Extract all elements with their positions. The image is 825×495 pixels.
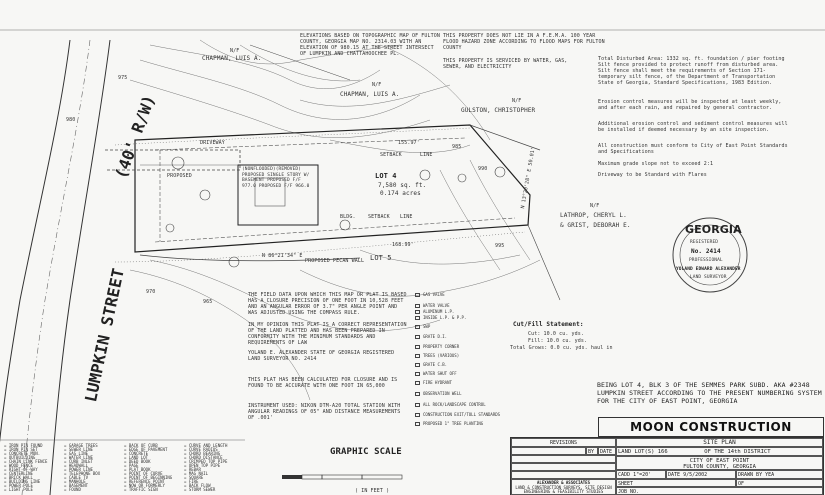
of-cell (736, 479, 823, 487)
abbrev-item: = CHAIN LINK FENCE (4, 459, 48, 464)
sheet-label: SHEET (618, 481, 634, 487)
contour-label-970: 970 (146, 289, 156, 295)
abbrev-item: = DEED BOOK (124, 459, 151, 464)
proposed-house-label: (NONFLOODED)(REMOVED) PROPOSED SINGLE STORY W/ BASEMENT PROPOSED F/F 977.0 PROPOSED F/F 966.0 (242, 167, 310, 189)
legend-item: SWP (415, 324, 430, 329)
right-line-bearing: N 13°20'28" E 50.01' (520, 146, 537, 210)
date-value: 9/5/2002 (683, 472, 708, 478)
legend-item: WATER VALVE (415, 303, 450, 308)
of-label: OF (738, 481, 745, 487)
owner-gulston: GULSTON, CHRISTOPHER (461, 107, 536, 114)
legend-item: CONSTRUCTION EXIT/TOLL STANDARDS (415, 412, 500, 417)
abbrev-item: = BUILDING LINE (4, 479, 41, 484)
abbrev-item: = TELEPHONE BOX (64, 471, 101, 476)
owner-nf-label-lathrop: N/F (590, 203, 600, 209)
firm-name: ALEXANDER & ASSOCIATES (537, 480, 590, 485)
site-plan-label: SITE PLAN (703, 439, 736, 446)
legend-item: PROPOSED 1" TREE PLANTING (415, 421, 483, 426)
abbrev-item: = CURVE AND LENGTH (184, 443, 228, 448)
abbrev-item: = EDGE OF PAVEMENT (124, 447, 168, 452)
abbrev-item: = CONCRETE MON. (4, 451, 41, 456)
trees (166, 157, 505, 267)
abbrev-item: = BRICK WALL (4, 475, 33, 480)
drawn-label: DRAWN BY (738, 472, 763, 478)
abbrev-item: = PAGE (124, 463, 139, 468)
seal-professional: PROFESSIONAL (689, 258, 723, 263)
contour-label-990: 990 (478, 166, 488, 172)
legend-item: PROPERTY CORNER (415, 344, 459, 349)
owner-grist: & GRIST, DEBORAH E. (560, 222, 631, 229)
contour-label-995: 995 (495, 243, 505, 249)
cutfill-title: Cut/Fill Statement: (513, 321, 584, 328)
legend-item: WATER SHUT OFF (415, 371, 457, 376)
city-label: CITY OF EAST POINT (689, 458, 750, 464)
seal-registered: REGISTERED (690, 240, 719, 245)
abbrev-item: = IRON PIN FOUND (4, 443, 43, 448)
abbrev-item: = HEADWALL (64, 463, 89, 468)
setback-label-top: SETBACK (380, 152, 402, 158)
abbrev-item: = POWER POLE (4, 483, 33, 488)
abbrev-item: = LAND LOT (124, 455, 149, 460)
cutfill-fill: Fill: 10.0 cu. yds. (528, 338, 588, 344)
owner-chapman-mid: CHAPMAN, LUIS A. (340, 91, 400, 98)
bldg-label-bottom: BLDG. (340, 214, 356, 220)
legend-item: FIRE HYDRANT (415, 380, 452, 385)
revisions-row (511, 455, 616, 463)
lot-4-area-sqft: 7,580 sq. ft. (378, 182, 427, 189)
district-label: OF THE 14th DISTRICT (704, 449, 771, 455)
lot-5-label: LOT 5 (370, 254, 392, 262)
lot-4-label: LOT 4 (375, 172, 397, 180)
legend-item: INSIDE L.P. & P.P. (415, 315, 466, 320)
abbrev-item: = SQUARE (184, 475, 204, 480)
owner-nf-label-top: N/F (230, 48, 240, 54)
street-name-label: LUMPKIN STREET (81, 266, 128, 404)
abbrev-item: = BASEMENT (64, 483, 89, 488)
abbrev-item: = MANHOLE (64, 479, 86, 484)
lot-4-boundary (135, 125, 530, 252)
line-label-bottom: LINE (400, 214, 413, 220)
abbrev-item: = MAG NAIL (184, 471, 209, 476)
abbrev-item: = CURVE RADIUS (184, 447, 218, 452)
firm-cell (511, 479, 616, 495)
note-disturbed-area: Total Disturbed Area: 1332 sq. ft. foundation / pier footing Silt fence provided to protect runoff from disturbed area. Silt fence shall meet the requirements of Section 171- temporary silt fence, of the Department of Transportation State of Georgia, Standard Specifications, 1983 Edition. (598, 56, 785, 86)
abbrev-item: = WATER LINE (64, 455, 93, 460)
date-label: DATE (600, 449, 613, 455)
contour-label-975: 975 (118, 75, 128, 81)
land-lot-label: LAND LOT(S) 166 (618, 449, 668, 455)
job-label: JOB NO. (618, 489, 640, 495)
graphic-scale-title: GRAPHIC SCALE (330, 447, 402, 457)
firm-subtitle-2: ENGINEERING & FEASIBILITY STUDIES (523, 489, 604, 494)
abbrev-item: = PLAT BOOK (124, 467, 151, 472)
abbrev-item: = POINT OF BEGINNING (124, 475, 173, 480)
county-label: FULTON COUNTY, GEORGIA (683, 464, 756, 470)
field-closure-note: THE FIELD DATA UPON WHICH THIS MAP OR PLAT IS BASED HAS A CLOSURE PRECISION OF ONE FOOT IN 10,528 FEET AND AN ANGULAR ERROR OF 3.7" PER ANGLE POINT AND WAS ADJUSTED USING THE COMPASS RULE. (248, 292, 407, 316)
site-plan-cell (616, 438, 823, 447)
abbrev-item: = CONCRETE (124, 451, 149, 456)
city-cell (616, 456, 823, 470)
owner-lathrop: LATHROP, CHERYL L. (560, 212, 627, 219)
abbrev-item: = CHORD DISTANCE (184, 455, 223, 460)
abbrev-item: = REFERENCE POINT (124, 479, 165, 484)
field-instrument-note: INSTRUMENT USED: NIKON DTM-A20 TOTAL STATION WITH ANGULAR READINGS OF 05" AND DISTANCE MEASUREMENTS OF .001' (248, 403, 401, 421)
line-label-top: LINE (420, 152, 433, 158)
property-description: BEING LOT 4, BLK 3 OF THE SEMMES PARK SUBD. AKA #2348 LUMPKIN STREET ACCORDING TO THE PRESENT NUMBERING SYSTEM FOR THE CITY OF EAST POINT, GEORGIA (597, 381, 822, 405)
note-utilities: THIS PROPERTY IS SERVICED BY WATER, GAS, SEWER, AND ELECTRICITY (443, 58, 568, 70)
legend-item: TREES (VARIOUS) (415, 353, 459, 358)
contour-lines (130, 40, 540, 400)
legend-item: GAS VALVE (415, 292, 445, 297)
street-row-line-left (0, 40, 70, 495)
lot-4-area-acres: 0.174 acres (380, 190, 421, 197)
legend-item: ALUMINUM L.P. (415, 309, 454, 314)
bottom-line-distance: 168.99' (392, 242, 414, 248)
top-line-distance: 155.97' (398, 140, 420, 146)
contour-label-965: 965 (203, 299, 213, 305)
abbreviation-table (4, 443, 244, 493)
note-grade: Maximum grade slope not to exceed 2:1 (598, 161, 714, 167)
abbrev-item: = POINT OF CURVE (124, 471, 163, 476)
legend-item: GRATE D.I. (415, 334, 447, 339)
cutfill-cut: Cut: 10.0 cu. yds. (528, 331, 584, 337)
driveway-label: DRIVEWAY (200, 140, 225, 146)
proposed-wall-label: PROPOSED PECAN WALL (305, 258, 365, 264)
note-erosion: Erosion control measures will be inspected at least weekly, and after each rain, and repaired by general contractor. (598, 99, 782, 111)
abbrev-item: = WOOD FENCE (4, 463, 33, 468)
graphic-scale-unit: ( IN FEET ) (355, 488, 390, 494)
job-cell (616, 487, 823, 495)
abbrev-item: = TRAFFIC SIGN (124, 487, 158, 492)
owner-chapman-top: CHAPMAN, LUIS A. (202, 55, 262, 62)
abbrev-item: = REBAR (184, 467, 201, 472)
bottom-line-bearing: N 86°21'34" E (262, 253, 303, 259)
legend-item: OBSERVATION WELL (415, 391, 462, 396)
firm-subtitle: LAND & CONSTRUCTION SURVEYS, SITE DESIGN (515, 484, 612, 490)
legend-item: GRATE C.B. (415, 362, 447, 367)
owner-nf-label-gulston: N/F (512, 98, 522, 104)
abbrev-item: = POWER LINE (64, 467, 93, 472)
seal-state: GEORGIA (685, 223, 742, 236)
company-title: MOON CONSTRUCTION (598, 417, 824, 437)
scale-value: 1"=20' (633, 472, 652, 478)
abbrev-item: = BACK OF CURB (124, 443, 158, 448)
adjacent-line-lower-right (528, 225, 560, 300)
abbrev-item: = OPEN TOP PIPE (184, 463, 221, 468)
sheet-cell (616, 479, 736, 487)
proposed-driveway-label: PROPOSED (167, 173, 192, 179)
note-elevations: ELEVATIONS BASED ON TOPOGRAPHIC MAP OF FULTON COUNTY, GEORGIA MAP NO. 2314.03 WITH AN ELEVATION OF 980.15 AT THE STREET INTERSECT OF LUMPKIN AND CHATTAHOOCHEE PL. (300, 33, 440, 57)
owner-nf-label-mid: N/F (372, 82, 382, 88)
abbrev-item: = CENTERLINE (4, 471, 33, 476)
seal-number: No. 2414 (691, 248, 721, 255)
note-additional: Additional erosion control and sediment control measures will be installed if deemed necessary by an site inspection. (598, 121, 788, 133)
revisions-by-header (586, 447, 598, 455)
abbrev-item: = CURB INLET (64, 459, 93, 464)
abbrev-item: = RIGHT-OF-WAY (4, 467, 38, 472)
abbrev-item: = LIGHT POLE (4, 487, 33, 492)
revisions-header (511, 438, 616, 447)
cutfill-total: Total Grows: 0.0 cu. yds. haul in (510, 345, 613, 351)
land-lot-cell (616, 447, 823, 456)
abbrev-item: = FOUND (64, 487, 81, 492)
abbrev-item: = CHORD BEARING (184, 451, 221, 456)
drawn-cell (736, 470, 823, 479)
abbrev-item: = STORM SEWER (184, 487, 216, 492)
contour-label-980: 980 (66, 117, 76, 123)
abbrev-item: = SEWER LINE (64, 447, 93, 452)
abbrev-item: = FIRE (184, 479, 199, 484)
revisions-by-col (511, 447, 586, 455)
field-calc-note: THIS PLAT HAS BEEN CALCULATED FOR CLOSURE AND IS FOUND TO BE ACCURATE WITH ONE FOOT IN 65,000 (248, 377, 398, 389)
abbrev-item: = CRIMPED TOP PIPE (184, 459, 228, 464)
abbrev-item: = OUTBUILDING (4, 455, 36, 460)
legend-item: ALL ROCK/LANDSCAPE CONTROL (415, 402, 486, 407)
revisions-date-header (598, 447, 616, 455)
note-construction: All construction must conform to City of East Point Standards and Specifications (598, 143, 788, 155)
cadd-cell (616, 470, 666, 479)
field-opinion-note: IN MY OPINION THIS PLAT IS A CORRECT REPRESENTATION OF THE LAND PLATTED AND HAS BEEN PREPARED IN CONFORMITY WITH THE MINIMUM STANDARDS AND REQUIREMENTS OF LAW (248, 322, 407, 346)
graphic-scale-bar (282, 475, 402, 479)
revisions-row (511, 463, 616, 471)
street-row-label: (40' R/W) (111, 92, 159, 182)
seal-land-surveyor: LAND SURVEYOR (690, 275, 727, 280)
date-field-label: DATE (668, 472, 681, 478)
title-block (510, 437, 824, 495)
abbrev-item: = CABLE TV (64, 475, 89, 480)
field-surveyor-note: YOLAND E. ALEXANDER STATE OF GEORGIA REGISTERED LAND SURVEYOR NO. 2414 (248, 350, 395, 362)
revisions-label: REVISIONS (549, 440, 578, 446)
abbrev-item: = IRON PIN SET (4, 447, 38, 452)
revisions-row (511, 471, 616, 479)
by-label: BY (588, 449, 595, 455)
abbrev-item: = BACK FLOW (184, 483, 211, 488)
setback-label-bottom: SETBACK (368, 214, 390, 220)
contour-label-985: 985 (452, 144, 462, 150)
drawn-value: YEA (765, 472, 775, 478)
note-flood: THIS PROPERTY DOES NOT LIE IN A F.E.M.A. 100 YEAR FLOOD HAZARD ZONE ACCORDING TO FLOOD MAPS FOR FULTON COUNTY (443, 33, 605, 51)
seal-name: YOLAND EDWARD ALEXANDER (676, 267, 741, 272)
cadd-label: CADD (618, 472, 631, 478)
abbrev-item: = GAS LINE (64, 451, 89, 456)
abbrev-item: = GARAGE TREES (64, 443, 98, 448)
note-driveway: Driveway to be Standard with Flares (598, 172, 707, 178)
date-cell (666, 470, 736, 479)
abbrev-item: = NOW OR FORMERLY (124, 483, 165, 488)
